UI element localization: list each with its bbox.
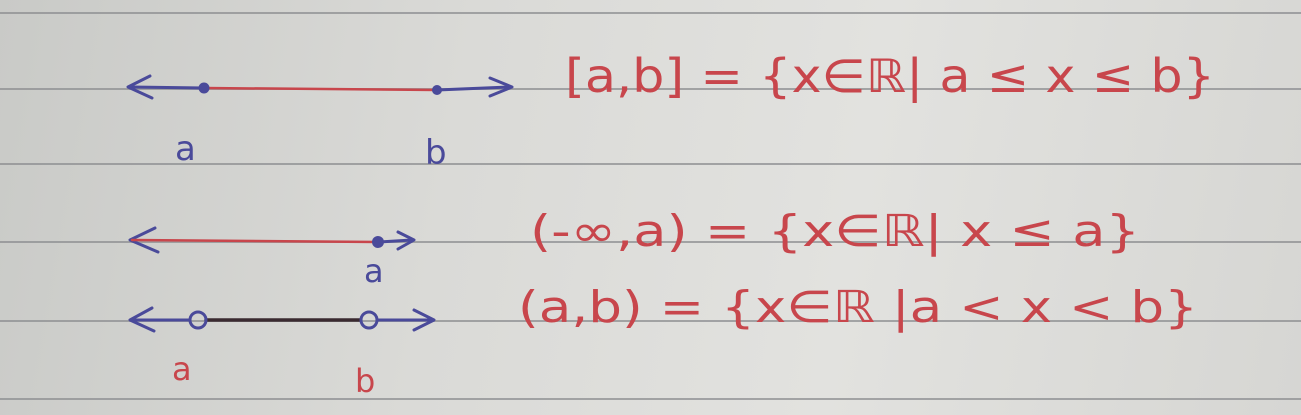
label-b: b (425, 133, 447, 173)
closed-endpoint-dot (199, 83, 210, 94)
equation-open-interval: (a,b) = {x∈ℝ |a < x < b} (518, 282, 1198, 333)
interval-segment (204, 88, 437, 90)
equation-ray: (-∞,a) = {x∈ℝ| x ≤ a} (530, 206, 1140, 257)
right-ray-segment (437, 87, 510, 90)
open-endpoint-circle (361, 312, 377, 328)
number-line-ray (130, 228, 414, 290)
number-line-open-interval (130, 308, 434, 400)
closed-endpoint-dot (372, 236, 384, 248)
label-a: a (175, 129, 196, 169)
open-endpoint-circle (190, 312, 206, 328)
closed-endpoint-dot (432, 85, 442, 95)
left-ray-segment (130, 87, 204, 88)
label-a: a (172, 350, 192, 388)
ray-segment (132, 240, 378, 242)
equation-closed-interval: [a,b] = {x∈ℝ| a ≤ x ≤ b} (565, 49, 1154, 103)
number-line-closed-interval (128, 76, 512, 173)
label-a: a (364, 252, 384, 290)
label-b: b (355, 362, 376, 400)
